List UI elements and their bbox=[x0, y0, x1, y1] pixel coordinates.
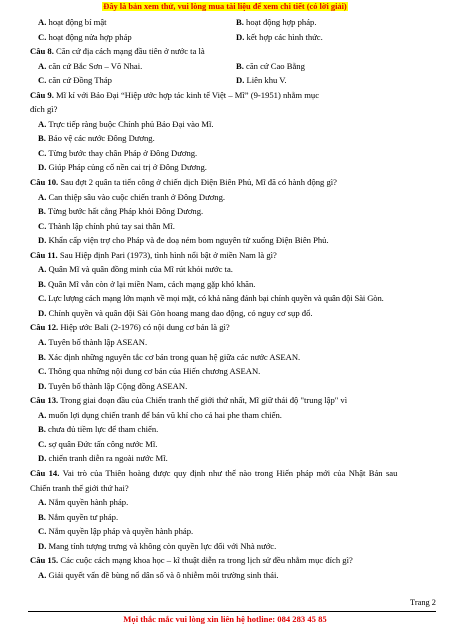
option-a bbox=[30, 117, 422, 132]
option-text: Giải quyết vấn đề bùng nổ dân số và ô nhiễm môi trường sinh thái. bbox=[48, 569, 279, 580]
option-c bbox=[30, 364, 422, 379]
option-text: Nắm quyền lập pháp và quyền hành pháp. bbox=[48, 526, 194, 537]
option-text: Mang tính tượng trưng và không còn quyền lực đối với Nhà nước. bbox=[48, 540, 277, 551]
option-letter: B. bbox=[38, 424, 46, 435]
option-b bbox=[30, 350, 422, 365]
option-letter: C. bbox=[38, 147, 47, 158]
option-letter: C. bbox=[38, 75, 47, 86]
option-letter: B. bbox=[38, 278, 46, 289]
option-row bbox=[30, 59, 422, 74]
question-11 bbox=[30, 248, 422, 263]
option-text: hoạt động bí mật bbox=[48, 17, 107, 27]
option-text: kết hợp các hình thức. bbox=[246, 31, 323, 42]
option-letter: B. bbox=[38, 133, 46, 144]
option-text: hoạt động hợp pháp. bbox=[246, 17, 317, 27]
option-text: Nắm quyền tư pháp. bbox=[48, 511, 119, 522]
question-text: Các cuộc cách mạng khoa học – kĩ thuật diễn ra trong lịch sử đều nhằm mục đích gì? bbox=[60, 555, 353, 566]
question-label: Câu 14. bbox=[30, 467, 60, 478]
option-letter: A. bbox=[38, 17, 47, 27]
option-letter: A. bbox=[38, 118, 47, 129]
option-letter: D. bbox=[236, 31, 245, 42]
option-c bbox=[30, 437, 422, 452]
option-d bbox=[30, 379, 422, 394]
footer-divider bbox=[28, 611, 436, 612]
option-letter: D. bbox=[38, 235, 47, 246]
option-row bbox=[30, 73, 422, 88]
question-text: Sau đợt 2 quân ta tiến công ở chiến dịch Điện Biên Phủ, Mĩ đã có hành động gì? bbox=[60, 177, 337, 188]
page-number: Trang 2 bbox=[410, 598, 436, 607]
option-letter: D. bbox=[38, 380, 47, 391]
option-letter: D. bbox=[38, 162, 47, 173]
question-text: Mĩ kí với Bảo Đại “Hiệp ước hợp tác kinh tế Việt – Mĩ” (9-1951) nhằm mục bbox=[56, 89, 320, 100]
option-text: Quân Mĩ và quân đồng minh của Mĩ rút khỏi nước ta. bbox=[48, 264, 233, 275]
question-10 bbox=[30, 175, 422, 190]
question-text: Trong giai đoạn đầu của Chiến tranh thế giới thứ nhất, Mĩ giữ thái độ "trung lập" vì bbox=[60, 395, 348, 406]
preview-banner bbox=[0, 1, 450, 13]
question-label: Câu 11. bbox=[30, 249, 58, 260]
option-b bbox=[30, 510, 422, 525]
option-letter: B. bbox=[38, 206, 46, 217]
option-text: Liên khu V. bbox=[246, 75, 287, 86]
option-text: Bảo vệ các nước Đông Dương. bbox=[48, 133, 155, 144]
option-d bbox=[30, 451, 422, 466]
option-text: Trực tiếp ràng buộc Chính phủ Bảo Đại vào Mĩ. bbox=[48, 118, 214, 129]
option-b bbox=[30, 204, 422, 219]
option-a bbox=[30, 408, 422, 423]
option-letter: D. bbox=[38, 307, 47, 318]
option-text: hoạt động nửa hợp pháp bbox=[48, 31, 132, 42]
option-d bbox=[30, 539, 422, 554]
option-d bbox=[30, 233, 422, 248]
option-text: chiến tranh diễn ra ngoài nước Mĩ. bbox=[48, 453, 168, 464]
question-label: Câu 9. bbox=[30, 89, 54, 100]
question-9 bbox=[30, 88, 422, 103]
option-text: Xác định những nguyên tắc cơ bản trong quan hệ giữa các nước ASEAN. bbox=[48, 351, 301, 362]
option-letter: A. bbox=[38, 337, 47, 348]
question-text-continued: Chiến tranh thế giới thứ hai? bbox=[30, 482, 129, 493]
option-text: Từng bước hất cẳng Pháp khỏi Đông Dương. bbox=[47, 206, 204, 217]
hotline-footer: Mọi thắc mắc vui lòng xin liên hệ hotline: 084 283 45 85 bbox=[123, 614, 327, 624]
option-text: Thành lập chính phủ tay sai thân Mĩ. bbox=[48, 220, 175, 231]
question-text-continued: đích gì? bbox=[30, 104, 58, 115]
question-text: Vai trò của Thiên hoàng được quy định như thế nào trong Hiến pháp mới của Nhật Bản sau bbox=[62, 467, 398, 478]
option-c bbox=[30, 524, 422, 539]
question-12 bbox=[30, 320, 422, 335]
option-text: Khẩn cấp viện trợ cho Pháp và đe doạ ném bom nguyên tử xuống Điện Biên Phủ. bbox=[48, 235, 329, 246]
option-text: Thông qua những nội dung cơ bản của Hiến chương ASEAN. bbox=[48, 366, 261, 377]
option-c bbox=[30, 146, 422, 161]
option-c bbox=[30, 219, 422, 234]
option-text: căn cứ Bắc Sơn – Võ Nhai. bbox=[48, 60, 143, 71]
option-text: căn cứ Cao Bằng bbox=[246, 60, 305, 71]
option-text: Quân Mĩ vẫn còn ở lại miền Nam, cách mạng gặp khó khăn. bbox=[48, 278, 256, 289]
option-text: Tuyên bố thành lập ASEAN. bbox=[48, 337, 148, 348]
option-b bbox=[30, 277, 422, 292]
option-d bbox=[30, 306, 422, 321]
option-a bbox=[30, 190, 422, 205]
option-a bbox=[30, 262, 422, 277]
question-label: Câu 8. bbox=[30, 46, 54, 57]
option-text: Nắm quyền hành pháp. bbox=[48, 497, 129, 508]
option-letter: C. bbox=[38, 220, 47, 231]
option-letter: D. bbox=[38, 540, 47, 551]
option-letter: A. bbox=[38, 264, 47, 275]
option-letter: C. bbox=[38, 438, 47, 449]
option-d bbox=[30, 160, 422, 175]
question-15 bbox=[30, 553, 422, 568]
option-letter: B. bbox=[236, 17, 244, 27]
preview-banner-text: Đây là bản xem thử, vui lòng mua tài liệu để xem chi tiết (có lời giải) bbox=[103, 2, 347, 11]
option-b bbox=[30, 131, 422, 146]
option-letter: A. bbox=[38, 569, 47, 580]
option-text: Chính quyền và quân đội Sài Gòn hoang mang dao động, có nguy cơ sụp đổ. bbox=[48, 307, 313, 318]
option-text: muốn lợi dụng chiến tranh để bán vũ khí cho cả hai phe tham chiến. bbox=[48, 409, 282, 420]
option-letter: C. bbox=[38, 366, 47, 377]
option-text: Lực lượng cách mạng lớn mạnh về mọi mặt, có khả năng đánh bại chính quyền và quân đội Sài Gòn. bbox=[48, 293, 384, 304]
question-label: Câu 12. bbox=[30, 322, 59, 333]
question-text: Căn cứ địa cách mạng đầu tiên ở nước ta là bbox=[56, 46, 205, 57]
option-letter: B. bbox=[38, 511, 46, 522]
option-a bbox=[30, 335, 422, 350]
question-8 bbox=[30, 44, 422, 59]
option-letter: C. bbox=[38, 526, 47, 537]
option-a bbox=[30, 495, 422, 510]
option-c bbox=[30, 291, 422, 306]
option-letter: D. bbox=[38, 453, 47, 464]
option-text: chưa đủ tiềm lực để tham chiến. bbox=[48, 424, 159, 435]
question-list bbox=[30, 15, 422, 582]
option-text: Tuyên bố thành lập Cộng đồng ASEAN. bbox=[48, 380, 188, 391]
option-letter: D. bbox=[236, 75, 245, 86]
question-text: Hiệp ước Bali (2-1976) có nội dung cơ bản là gì? bbox=[60, 322, 230, 333]
option-letter: A. bbox=[38, 497, 47, 508]
question-text: Sau Hiệp định Pari (1973), tình hình nổi bật ở miền Nam là gì? bbox=[59, 249, 277, 260]
option-a bbox=[30, 568, 422, 583]
question-label: Câu 10. bbox=[30, 177, 59, 188]
option-letter: A. bbox=[38, 60, 47, 71]
option-letter: C. bbox=[38, 293, 47, 304]
option-row bbox=[30, 15, 422, 30]
option-letter: A. bbox=[38, 191, 47, 202]
option-letter: A. bbox=[38, 409, 47, 420]
option-text: Giúp Pháp củng cố nền cai trị ở Đông Dương. bbox=[48, 162, 207, 173]
question-13 bbox=[30, 393, 422, 408]
option-text: Từng bước thay chân Pháp ở Đông Dương. bbox=[48, 147, 198, 158]
question-label: Câu 15. bbox=[30, 555, 59, 566]
option-letter: C. bbox=[38, 31, 47, 42]
option-b bbox=[30, 422, 422, 437]
option-text: căn cứ Đồng Tháp bbox=[48, 75, 112, 86]
question-14 bbox=[30, 466, 422, 481]
option-letter: B. bbox=[38, 351, 46, 362]
option-row bbox=[30, 30, 422, 45]
question-label: Câu 13. bbox=[30, 395, 59, 406]
option-text: sợ quân Đức tấn công nước Mĩ. bbox=[48, 438, 158, 449]
option-text: Can thiệp sâu vào cuộc chiến tranh ở Đông Dương. bbox=[48, 191, 226, 202]
option-letter: B. bbox=[236, 60, 244, 71]
